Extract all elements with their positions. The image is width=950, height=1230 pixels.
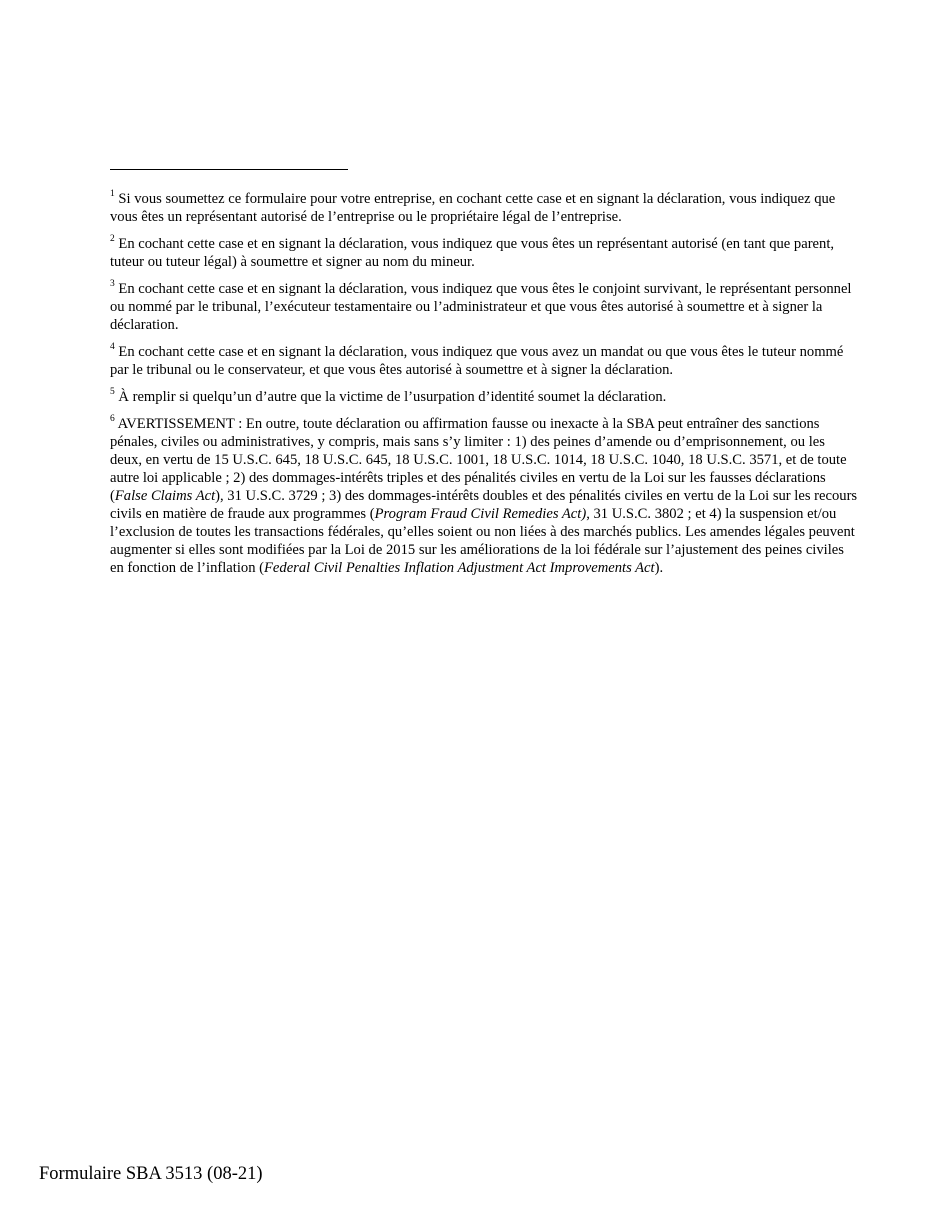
form-identifier: Formulaire SBA 3513 (08-21) [39,1164,263,1184]
footnote-marker: 5 [110,387,115,398]
footnote-marker: 1 [110,189,115,200]
footnote-4 [110,343,860,379]
footnotes-section [110,190,860,586]
footnote-6-warning [110,415,860,577]
footnote-marker: 2 [110,234,115,245]
footnote-marker: 3 [110,279,115,290]
footnote-text: ), 31 U.S.C. 3729 ; 3) des dommages-intérêts doubles et des pénalités civiles en vertu de la Loi sur les recours civils en matière de fraude aux programmes ( [110,488,858,522]
footnote-2 [110,235,860,271]
footnote-5 [110,388,860,406]
footnote-marker: 4 [110,342,115,353]
footnote-text: AVERTISSEMENT : En outre, toute déclaration ou affirmation fausse ou inexacte à la SBA peut entraîner des sanctions pénales, civiles ou administratives, y compris, mais sans s’y limiter : 1) des peines d’amende ou d’emprisonnement, ou les deux, en vertu de 15 U.S.C. 645, 18 U.S.C. 645, 18 U.S.C. 1001, 18 U.S.C. 1014, 18 U.S.C. 1040, 18 U.S.C. 3571, et de toute autre loi applicable ; 2) des dommages-intérêts triples et des pénalités civiles en vertu de la Loi sur les fausses déclarations ( [110,416,847,504]
footnote-text: En cochant cette case et en signant la déclaration, vous indiquez que vous avez un mandat ou que vous êtes le tuteur nommé par le tribunal ou le conservateur, et que vous êtes autorisé à soumettre et à signer la déclaration. [110,344,844,378]
footnote-marker: 6 [110,414,115,425]
footnote-1 [110,190,860,226]
footnote-text: En cochant cette case et en signant la déclaration, vous indiquez que vous êtes le conjoint survivant, le représentant personnel ou nommé par le tribunal, l’exécuteur testamentaire ou l’administrateur et que vous êtes autorisé à soumettre et à signer la déclaration. [110,281,852,333]
footnote-separator [110,169,348,170]
footnote-law-title: Federal Civil Penalties Inflation Adjustment Act Improvements Act [264,560,655,576]
footnote-text: , 31 U.S.C. 3802 ; et 4) la suspension et/ou l’exclusion de toutes les transactions fédérales, qu’elles soient ou non liées à des marchés publics. Les amendes légales peuvent augmenter si elles sont modifiées par la Loi de 2015 sur les améliorations de la loi fédérale sur l’ajustement des peines civiles en fonction de l’inflation ( [110,506,855,576]
footnote-text: Si vous soumettez ce formulaire pour votre entreprise, en cochant cette case et en signant la déclaration, vous indiquez que vous êtes un représentant autorisé de l’entreprise ou le propriétaire légal de l’entreprise. [110,191,836,225]
footnote-3 [110,280,860,334]
footnote-text: En cochant cette case et en signant la déclaration, vous indiquez que vous êtes un représentant autorisé (en tant que parent, tuteur ou tuteur légal) à soumettre et signer au nom du mineur. [110,236,835,270]
footnote-text: À remplir si quelqu’un d’autre que la victime de l’usurpation d’identité soumet la déclaration. [118,389,667,405]
footnote-law-title: Program Fraud Civil Remedies Act) [374,506,587,522]
footnote-law-title: False Claims Act [114,488,216,504]
footnote-text: ). [654,560,664,576]
